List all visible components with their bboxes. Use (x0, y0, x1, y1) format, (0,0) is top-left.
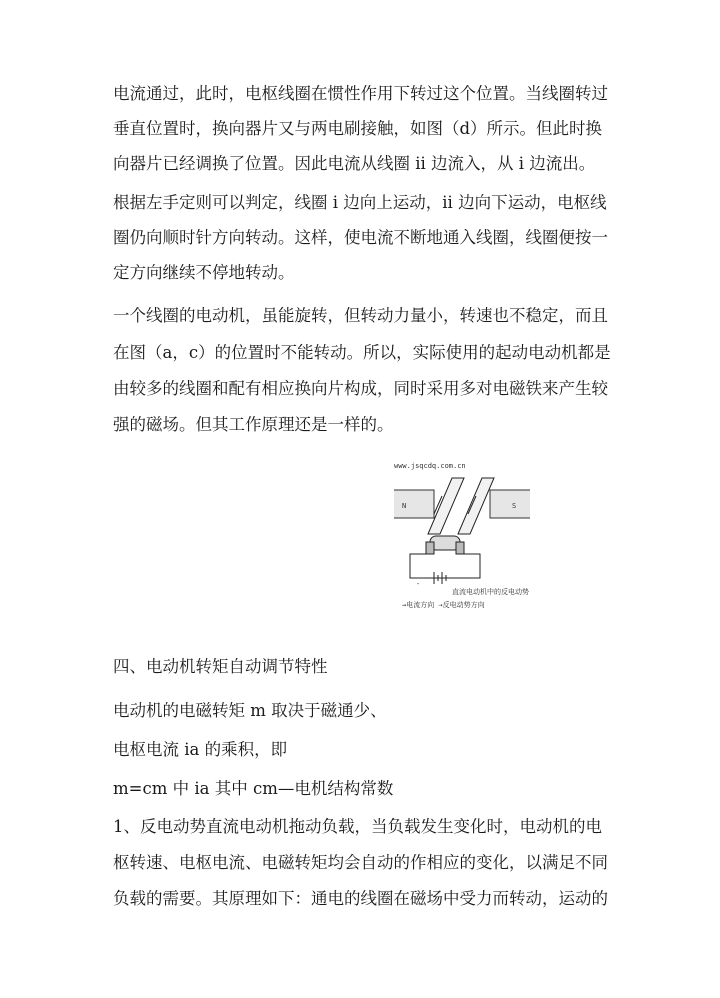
text-line: 根据左手定则可以判定，线圈 i 边向上运动，ii 边向下运动，电枢线 (113, 193, 607, 212)
battery-minus: - (416, 580, 421, 588)
text-line: 垂直位置时，换向器片又与两电刷接触，如图（d）所示。但此时换 (113, 119, 603, 138)
motor-back-emf-diagram (372, 456, 552, 612)
text-line: 圈仍向顺时针方向转动。这样，使电流不断地通入线圈，线圈便按一 (113, 228, 608, 247)
pole-label-s: S (512, 502, 517, 510)
text-line: 电枢电流 ia 的乘积，即 (113, 740, 288, 759)
text-line: 向器片已经调换了位置。因此电流从线圈 ii 边流入，从 i 边流出。 (113, 154, 596, 173)
brush-left (426, 542, 434, 554)
figure-caption: 直流电动机中的反电动势 (452, 588, 529, 596)
text-line: 由较多的线圈和配有相应换向片构成，同时采用多对电磁铁来产生较 (113, 379, 608, 398)
text-line: 电动机的电磁转矩 m 取决于磁通少、 (113, 701, 387, 720)
text-line: m=cm 中 ia 其中 cm—电机结构常数 (113, 779, 394, 798)
text-line: 强的磁场。但其工作原理还是一样的。 (113, 415, 394, 434)
text-line: 一个线圈的电动机，虽能旋转，但转动力量小，转速也不稳定，而且 (113, 306, 608, 325)
north-pole-magnet (394, 490, 434, 518)
brush-right (456, 542, 464, 554)
external-circuit-wire (410, 554, 480, 578)
text-line: 枢转速、电枢电流、电磁转矩均会自动的作相应的变化，以满足不同 (113, 853, 608, 872)
text-line: 定方向继续不停地转动。 (113, 263, 295, 282)
south-pole-magnet (490, 490, 530, 518)
text-line: 电流通过，此时，电枢线圈在惯性作用下转过这个位置。当线圈转过 (113, 84, 608, 103)
section-heading: 四、电动机转矩自动调节特性 (113, 657, 328, 676)
text-line: 在图（a，c）的位置时不能转动。所以，实际使用的起动电动机都是 (113, 343, 611, 362)
text-line: 1、反电动势直流电动机拖动负载，当负载发生变化时，电动机的电 (113, 817, 602, 836)
text-line: 负载的需要。其原理如下：通电的线圈在磁场中受力而转动，运动的 (113, 889, 608, 908)
pole-label-n: N (402, 502, 407, 510)
figure-watermark: www.jsqcdq.com.cn (394, 462, 466, 470)
armature-coil-side-right (458, 478, 494, 534)
figure-legend: →电流方向 ⇢反电动势方向 (402, 601, 485, 609)
